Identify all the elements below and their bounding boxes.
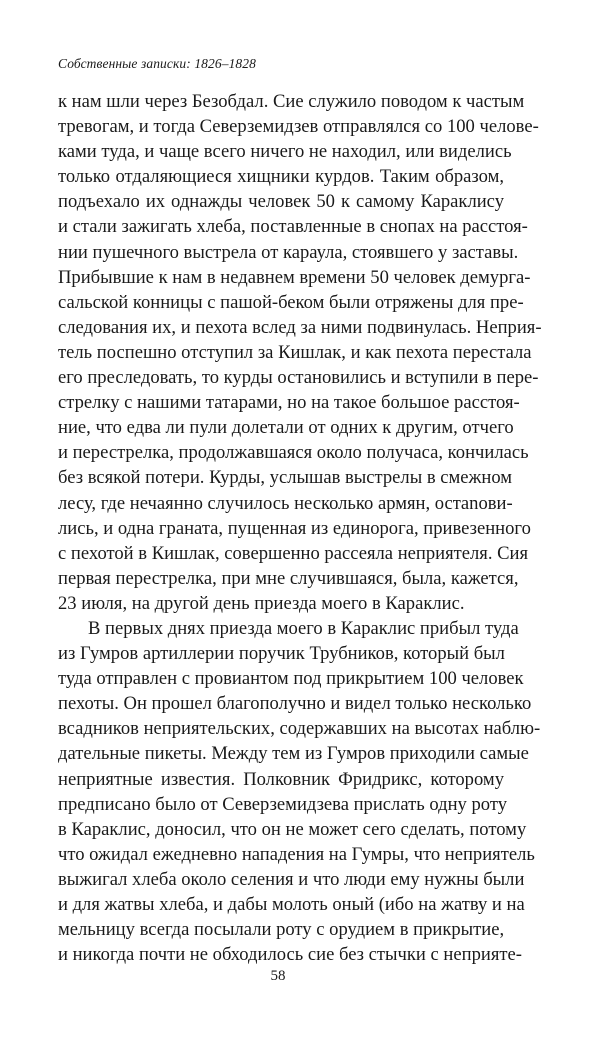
- text-line: и стали зажигать хлеба, поставленные в снопах на расстоя-: [58, 216, 528, 238]
- page-number: 58: [270, 968, 286, 984]
- text-line: только отдаляющиеся хищники курдов. Таким образом,: [58, 166, 504, 188]
- text-line: ние, что едва ли пули долетали от одних к другим, отчего: [58, 417, 514, 439]
- text-line: выжигал хлеба около селения и что люди ему нужны были: [58, 868, 525, 890]
- text-line: стрелку с нашими татарами, но на такое большое расстоя-: [58, 392, 520, 414]
- text-line: туда отправлен с провиантом под прикрытием 100 человек: [58, 668, 524, 690]
- running-head: Собственные записки: 1826–1828: [58, 56, 256, 71]
- text-line: и никогда почти не обходилось сие без стычки с неприяте-: [58, 944, 522, 966]
- text-line: подъехало их однажды человек 50 к самому Караклису: [58, 191, 504, 213]
- text-line: 23 июля, на другой день приезда моего в Караклис.: [58, 592, 465, 614]
- text-line: В первых днях приезда моего в Караклис прибыл туда: [88, 617, 519, 639]
- text-line: без всякой потери. Курды, услышав выстрелы в смежном: [58, 467, 513, 489]
- text-line: нии пушечного выстрела от караула, стоявшего у заставы.: [58, 241, 519, 263]
- text-line: в Караклис, доносил, что он не может сего сделать, потому: [58, 818, 527, 840]
- text-line: сальской конницы с пашой-беком были отряжены для пре-: [58, 291, 524, 313]
- text-line: первая перестрелка, при мне случившаяся, была, кажется,: [58, 567, 519, 589]
- text-line: лесу, где нечаянно случилось несколько армян, остanови-: [58, 492, 513, 514]
- text-line: и перестрелка, продолжавшаяся около получаса, кончилась: [58, 442, 529, 464]
- text-line: лись, и одна граната, пущенная из единорога, привезенного: [58, 517, 531, 539]
- text-line: его преследовать, то курды остановились и вступили в пере-: [58, 367, 539, 389]
- text-line: дательные пикеты. Между тем из Гумров приходили самые: [58, 743, 529, 765]
- text-line: с пехотой в Кишлак, совершенно рассеяла неприятеля. Сия: [58, 542, 529, 564]
- text-line: неприятные известия. Полковник Фридрикс, которому: [58, 768, 504, 790]
- text-line: ками туда, и чаще всего ничего не находил, или виделись: [58, 141, 512, 163]
- text-line: мельницу всегда посылали роту с орудием в прикрытие,: [58, 919, 505, 941]
- text-line: пехоты. Он прошел благополучно и видел только несколько: [58, 693, 532, 715]
- text-line: тревогам, и тогда Северземидзев отправлялся со 100 челове-: [58, 116, 539, 138]
- text-line: предписано было от Северземидзева прислать одну роту: [58, 793, 508, 815]
- text-line: к нам шли через Безобдал. Сие служило поводом к частым: [58, 91, 525, 112]
- text-line: Прибывшие к нам в недавнем времени 50 человек демурга-: [58, 266, 531, 288]
- text-line: тель поспешно отступил за Кишлак, и как пехота перестала: [58, 341, 532, 363]
- body-text: [58, 89, 542, 967]
- text-line: и для жатвы хлеба, и дабы молоть оный (ибо на жатву и на: [58, 894, 525, 915]
- text-line: следования их, и пехота вслед за ними подвинулась. Неприя-: [58, 316, 542, 338]
- text-line: что ожидал ежедневно нападения на Гумры, что неприятель: [58, 843, 535, 865]
- text-line: из Гумров артиллерии поручик Трубников, который был: [58, 643, 505, 665]
- text-line: всадников неприятельских, содержавших на высотах наблю-: [58, 718, 541, 740]
